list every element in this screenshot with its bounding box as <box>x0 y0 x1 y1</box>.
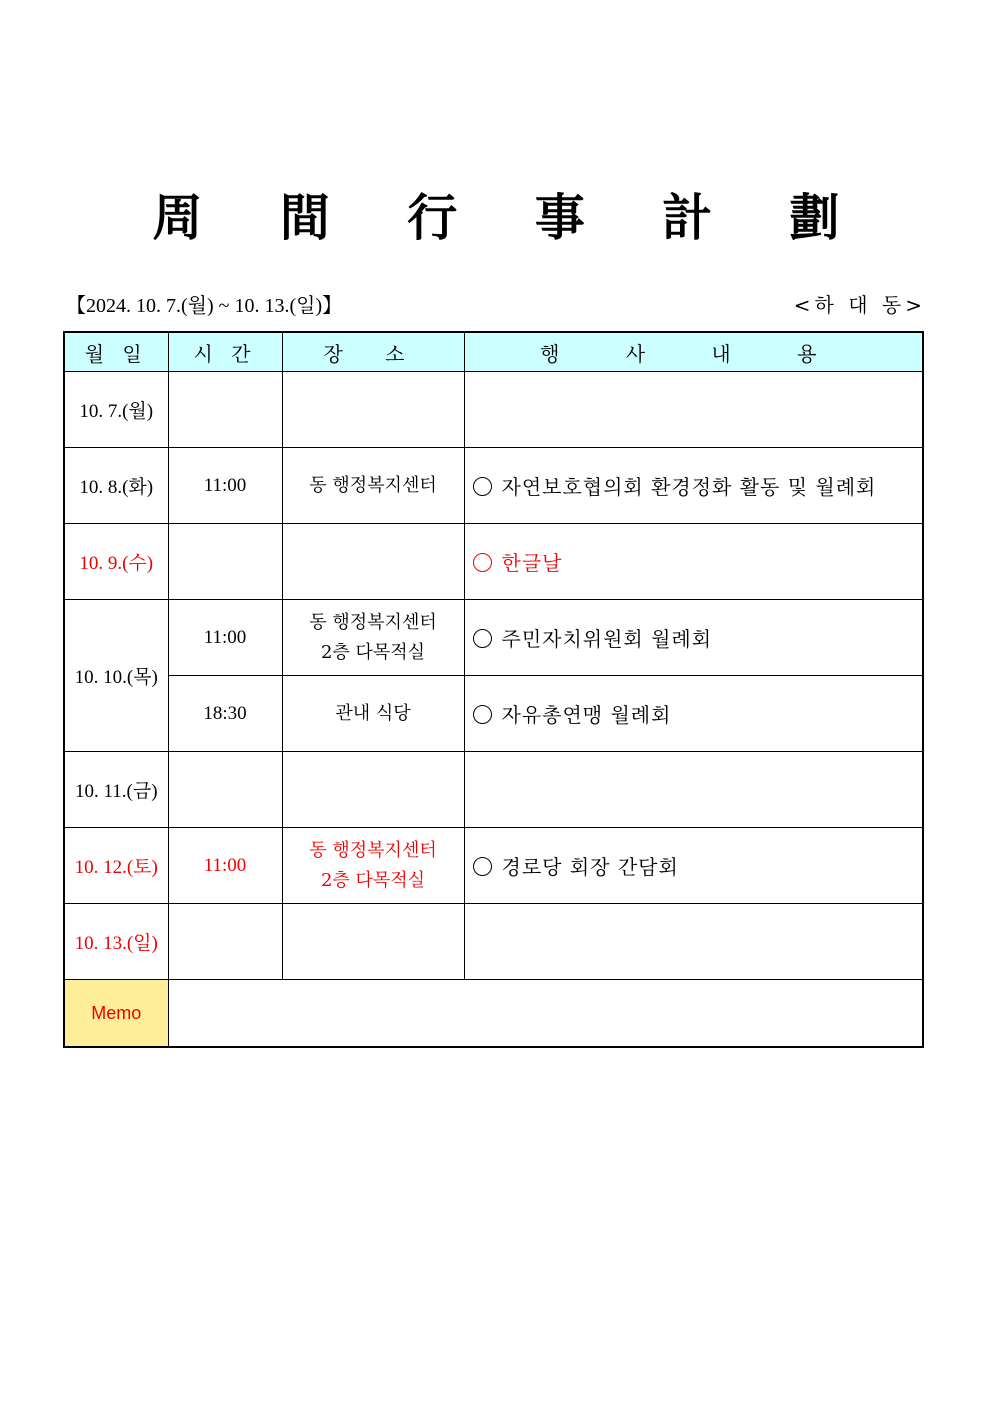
event-cell <box>464 752 923 828</box>
schedule-table <box>63 331 924 1048</box>
place-cell <box>282 828 464 904</box>
time-cell <box>168 752 282 828</box>
place-cell: 동 행정복지센터 <box>282 448 464 524</box>
date-cell: 10. 10.(목) <box>64 600 168 752</box>
event-cell <box>464 676 923 752</box>
date-cell: 10. 9.(수) <box>64 524 168 600</box>
circle-bullet-icon <box>473 629 492 648</box>
table-row-weekend <box>64 904 923 980</box>
place-line: 동 행정복지센터 <box>309 839 437 861</box>
time-cell: 11:00 <box>168 600 282 676</box>
table-row-weekend <box>64 828 923 904</box>
place-cell <box>282 752 464 828</box>
event-text: 한글날 <box>501 551 563 575</box>
place-line: 동 행정복지센터 <box>309 611 437 633</box>
date-cell: 10. 11.(금) <box>64 752 168 828</box>
period-range: 【2024. 10. 7.(월) ~ 10. 13.(일)】 <box>66 295 343 317</box>
memo-area[interactable] <box>168 980 923 1048</box>
date-cell: 10. 13.(일) <box>64 904 168 980</box>
table-row <box>64 448 923 524</box>
event-cell <box>464 448 923 524</box>
header-row <box>64 332 923 372</box>
place-line: 2층 다목적실 <box>320 869 426 891</box>
date-cell: 10. 7.(월) <box>64 372 168 448</box>
table-row <box>64 752 923 828</box>
event-text: 자연보호협의회 환경정화 활동 및 월례회 <box>501 475 877 499</box>
circle-bullet-icon <box>473 553 492 572</box>
event-cell <box>464 600 923 676</box>
place-cell <box>282 600 464 676</box>
event-cell <box>464 524 923 600</box>
time-cell <box>168 524 282 600</box>
header-date: 월 일 <box>64 332 168 372</box>
header-event: 행 사 내 용 <box>464 332 923 372</box>
event-text: 경로당 회장 간담회 <box>501 855 679 879</box>
header-place: 장 소 <box>282 332 464 372</box>
circle-bullet-icon <box>473 705 492 724</box>
memo-label: Memo <box>64 980 168 1048</box>
event-cell <box>464 904 923 980</box>
time-cell <box>168 904 282 980</box>
place-cell <box>282 524 464 600</box>
document-title: 周 間 行 事 計 劃 <box>152 188 870 247</box>
place-cell <box>282 372 464 448</box>
time-cell: 18:30 <box>168 676 282 752</box>
event-text: 자유총연맹 월례회 <box>501 703 672 727</box>
date-cell: 10. 8.(화) <box>64 448 168 524</box>
table-row-holiday <box>64 524 923 600</box>
dong-name: <하 대 동> <box>793 293 926 317</box>
place-cell <box>282 904 464 980</box>
memo-row <box>64 980 923 1048</box>
event-cell <box>464 372 923 448</box>
time-cell: 11:00 <box>168 828 282 904</box>
time-cell <box>168 372 282 448</box>
circle-bullet-icon <box>473 477 492 496</box>
circle-bullet-icon <box>473 857 492 876</box>
place-line: 2층 다목적실 <box>320 641 426 663</box>
time-cell: 11:00 <box>168 448 282 524</box>
table-row <box>64 600 923 676</box>
date-cell: 10. 12.(토) <box>64 828 168 904</box>
header-time: 시 간 <box>168 332 282 372</box>
table-row <box>64 372 923 448</box>
table-row <box>64 676 923 752</box>
place-cell: 관내 식당 <box>282 676 464 752</box>
event-cell <box>464 828 923 904</box>
event-text: 주민자치위원회 월례회 <box>501 627 713 651</box>
